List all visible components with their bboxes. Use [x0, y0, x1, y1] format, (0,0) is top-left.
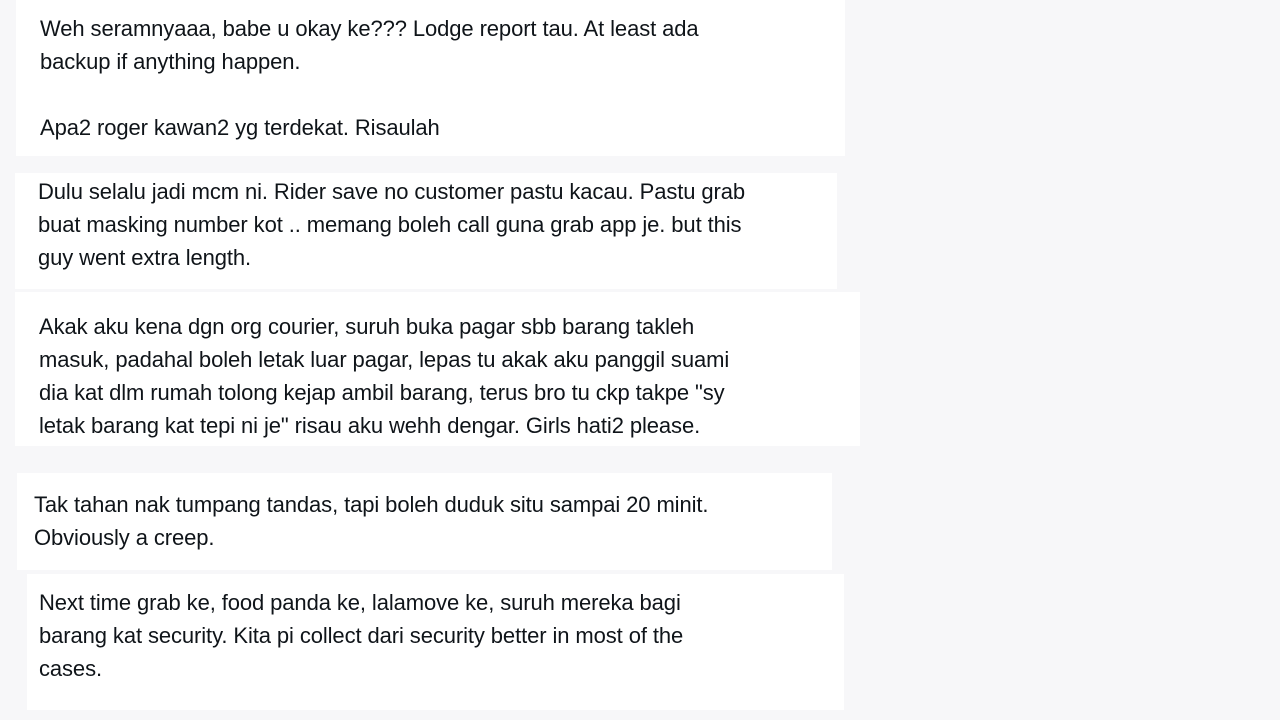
reply-card	[15, 292, 860, 446]
reply-card	[17, 473, 832, 570]
reply-text: Next time grab ke, food panda ke, lalamove ke, suruh mereka bagi barang kat security. Kita pi collect dari security better in most of the cases.	[39, 590, 684, 681]
reply-text: Dulu selalu jadi mcm ni. Rider save no customer pastu kacau. Pastu grab buat masking number kot .. memang boleh call guna grab app je. but this guy went extra length.	[38, 179, 746, 270]
reply-text: Apa2 roger kawan2 yg terdekat. Risaulah	[40, 115, 440, 140]
reply-text: Weh seramnyaaa, babe u okay ke??? Lodge report tau. At least ada backup if anything happen.	[40, 16, 699, 74]
reply-card	[16, 0, 845, 156]
reply-text: Tak tahan nak tumpang tandas, tapi boleh duduk situ sampai 20 minit. Obviously a creep.	[34, 492, 709, 550]
reply-card	[15, 173, 837, 289]
reply-text: Akak aku kena dgn org courier, suruh buka pagar sbb barang takleh masuk, padahal boleh letak luar pagar, lepas tu akak aku panggil suami dia kat dlm rumah tolong kejap ambil barang, terus bro tu ckp takpe "sy letak barang kat tepi ni je" risau aku wehh dengar. Girls hati2 please.	[39, 314, 730, 438]
reply-card	[27, 574, 844, 710]
